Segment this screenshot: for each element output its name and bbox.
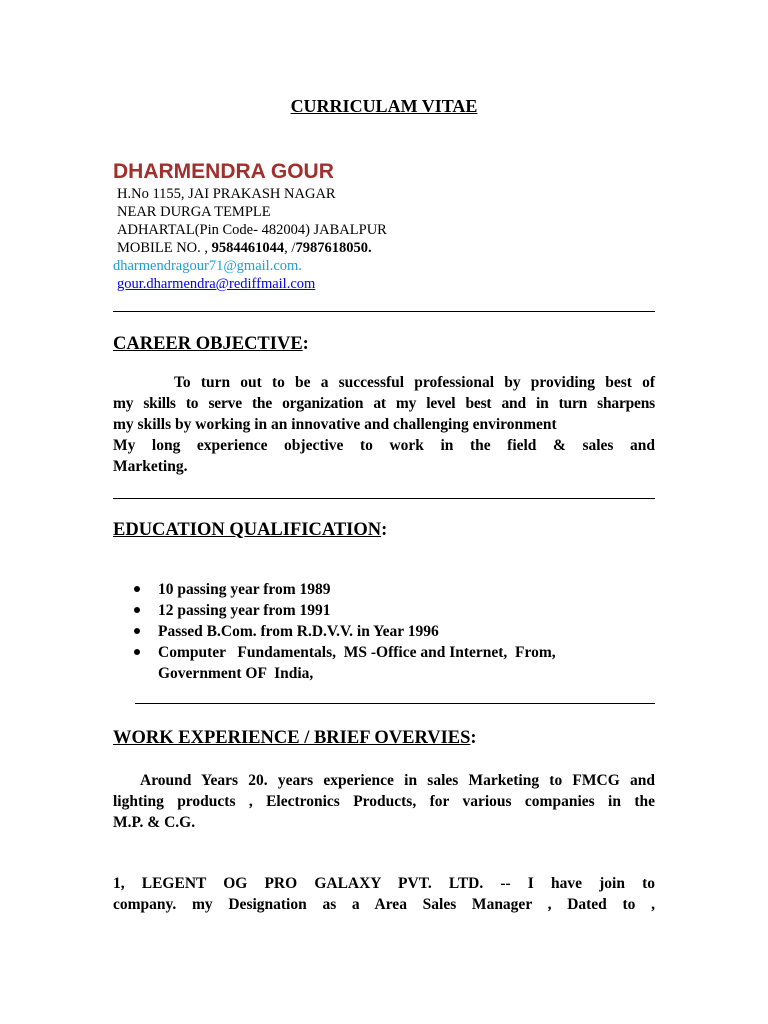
mobile-line	[113, 239, 655, 257]
divider-2	[113, 498, 655, 499]
career-objective-heading-colon: :	[302, 334, 309, 354]
education-item: Computer Fundamentals, MS -Office and Internet, From, Government OF India,	[113, 642, 655, 684]
mobile-number-1: 9584461044	[211, 240, 285, 256]
bullet-icon	[134, 649, 140, 655]
work-experience-line: Around Years 20. years experience in sales Marketing to FMCG and	[140, 772, 655, 789]
education-item: 12 passing year from 1991	[113, 600, 655, 621]
email-secondary-link[interactable]: gour.dharmendra@rediffmail.com	[117, 276, 316, 292]
work-experience-entry-line: company. my Designation as a Area Sales Manager , Dated to ,	[113, 896, 655, 913]
candidate-name: DHARMENDRA GOUR	[113, 160, 334, 183]
address-line-3: ADHARTAL(Pin Code- 482004) JABALPUR	[117, 222, 387, 238]
career-objective-heading-text: CAREER OBJECTIVE	[113, 334, 303, 354]
work-experience-entry-1	[113, 873, 655, 915]
bullet-icon	[134, 607, 140, 613]
work-experience-heading	[113, 726, 477, 750]
work-experience-intro	[113, 770, 655, 833]
work-experience-heading-text: WORK EXPERIENCE / BRIEF OVERVIES	[113, 728, 471, 748]
contact-block	[113, 185, 655, 293]
bullet-icon	[134, 628, 140, 634]
career-objective-line: my skills by working in an innovative and challenging environment	[113, 416, 557, 433]
work-experience-line: lighting products , Electronics Products, for various companies in the	[113, 793, 655, 810]
career-objective-line: Marketing.	[113, 458, 188, 475]
education-item: 10 passing year from 1989	[113, 579, 655, 600]
email-primary: dharmendragour71@gmail.com.	[113, 258, 302, 274]
career-objective-heading	[113, 332, 309, 356]
mobile-separator: , /	[284, 240, 296, 256]
education-item: Passed B.Com. from R.D.V.V. in Year 1996	[113, 621, 655, 642]
divider-1	[113, 311, 655, 312]
work-experience-entry-line: 1, LEGENT OG PRO GALAXY PVT. LTD. -- I have join to	[113, 875, 655, 892]
address-line-1: H.No 1155, JAI PRAKASH NAGAR	[117, 186, 336, 202]
career-objective-text	[113, 372, 655, 477]
education-heading-colon: :	[381, 520, 388, 540]
document-title: CURRICULAM VITAE	[290, 96, 478, 116]
bullet-icon	[134, 586, 140, 592]
career-objective-line: To turn out to be a successful professional by providing best of	[174, 374, 655, 391]
career-objective-line: my skills to serve the organization at my level best and in turn sharpens	[113, 395, 655, 412]
work-experience-line: M.P. & C.G.	[113, 814, 196, 831]
mobile-number-2: 7987618050.	[295, 240, 372, 256]
email-secondary-line	[113, 275, 655, 293]
education-heading-text: EDUCATION QUALIFICATION	[113, 520, 382, 540]
divider-3	[135, 703, 655, 704]
work-experience-heading-colon: :	[470, 728, 477, 748]
education-heading	[113, 518, 387, 542]
education-list	[113, 579, 655, 684]
career-objective-line: My long experience objective to work in the field & sales and	[113, 437, 655, 454]
education-item-continuation: Government OF India,	[158, 665, 314, 682]
mobile-label: MOBILE NO. ,	[117, 240, 212, 256]
address-line-2: NEAR DURGA TEMPLE	[117, 204, 271, 220]
